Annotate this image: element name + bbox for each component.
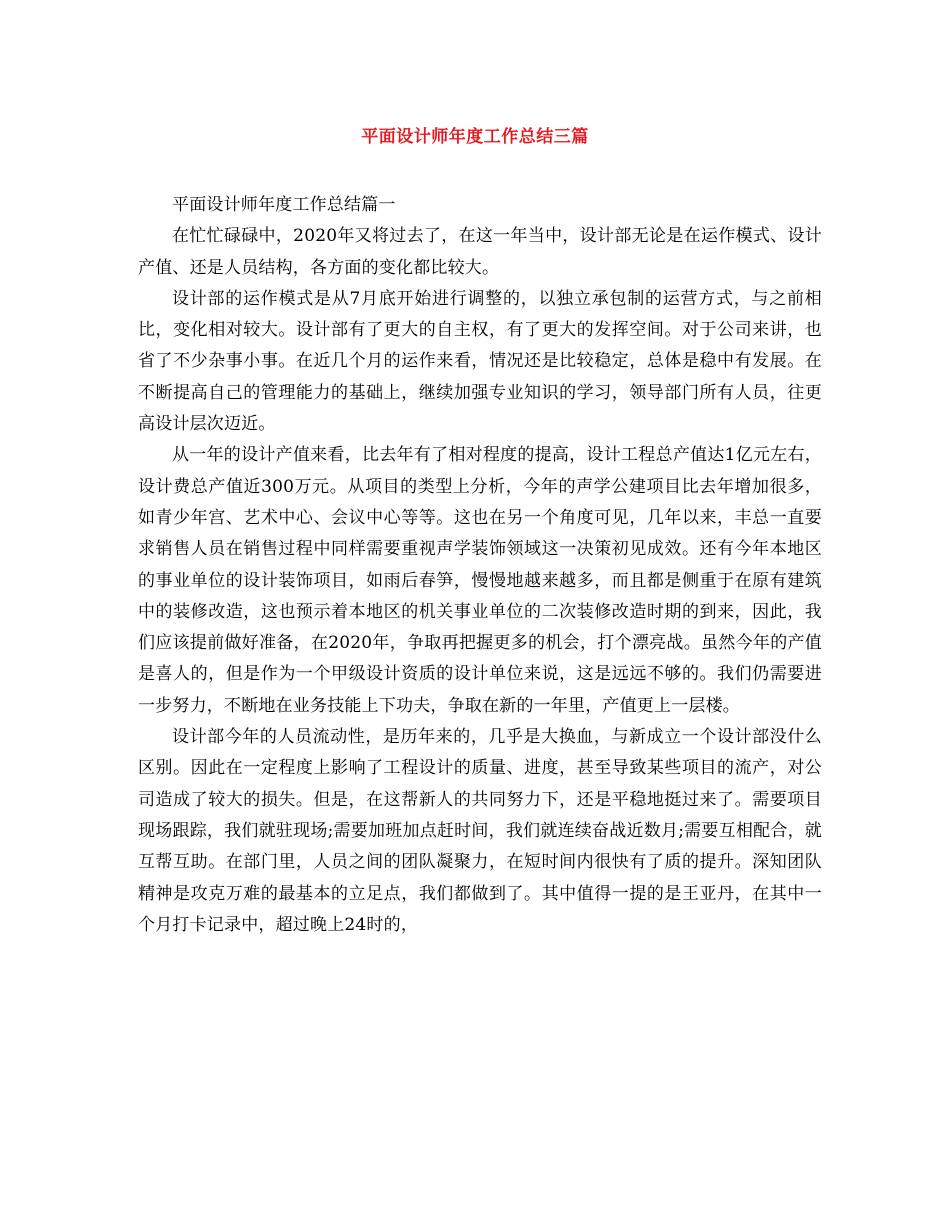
document-body — [138, 190, 822, 941]
paragraph: 设计部的运作模式是从7月底开始进行调整的，以独立承包制的运营方式，与之前相比，变化相对较大。设计部有了更大的自主权，有了更大的发挥空间。对于公司来讲，也省了不少杂事小事。在近几个月的运作来看，情况还是比较稳定，总体是稳中有发展。在不断提高自己的管理能力的基础上，继续加强专业知识的学习，领导部门所有人员，往更高设计层次迈近。 — [138, 288, 822, 435]
paragraph: 在忙忙碌碌中，2020年又将过去了，在这一年当中，设计部无论是在运作模式、设计产值、还是人员结构，各方面的变化都比较大。 — [138, 226, 822, 278]
paragraph: 设计部今年的人员流动性，是历年来的，几乎是大换血，与新成立一个设计部没什么区别。因此在一定程度上影响了工程设计的质量、进度，甚至导致某些项目的流产，对公司造成了较大的损失。但是，在这帮新人的共同努力下，还是平稳地挺过来了。需要项目现场跟踪，我们就驻现场;需要加班加点赶时间，我们就连续奋战近数月;需要互相配合，就互帮互助。在部门里，人员之间的团队凝聚力，在短时间内很快有了质的提升。深知团队精神是攻克万难的最基本的立足点，我们都做到了。其中值得一提的是王亚丹，在其中一个月打卡记录中，超过晚上24时的， — [138, 727, 822, 935]
paragraph: 从一年的设计产值来看，比去年有了相对程度的提高，设计工程总产值达1亿元左右，设计费总产值近300万元。从项目的类型上分析，今年的声学公建项目比去年增加很多，如青少年宫、艺术中心、会议中心等等。这也在另一个角度可见，几年以来，丰总一直要求销售人员在销售过程中同样需要重视声学装饰领域这一决策初见成效。还有今年本地区的事业单位的设计装饰项目，如雨后春笋，慢慢地越来越多，而且都是侧重于在原有建筑中的装修改造，这也预示着本地区的机关事业单位的二次装修改造时期的到来，因此，我们应该提前做好准备，在2020年，争取再把握更多的机会，打个漂亮战。虽然今年的产值是喜人的，但是作为一个甲级设计资质的设计单位来说，这是远远不够的。我们仍需要进一步努力，不断地在业务技能上下功夫，争取在新的一年里，产值更上一层楼。 — [138, 445, 822, 716]
document-title: 平面设计师年度工作总结三篇 — [361, 127, 589, 147]
section-heading: 平面设计师年度工作总结篇一 — [172, 195, 396, 215]
